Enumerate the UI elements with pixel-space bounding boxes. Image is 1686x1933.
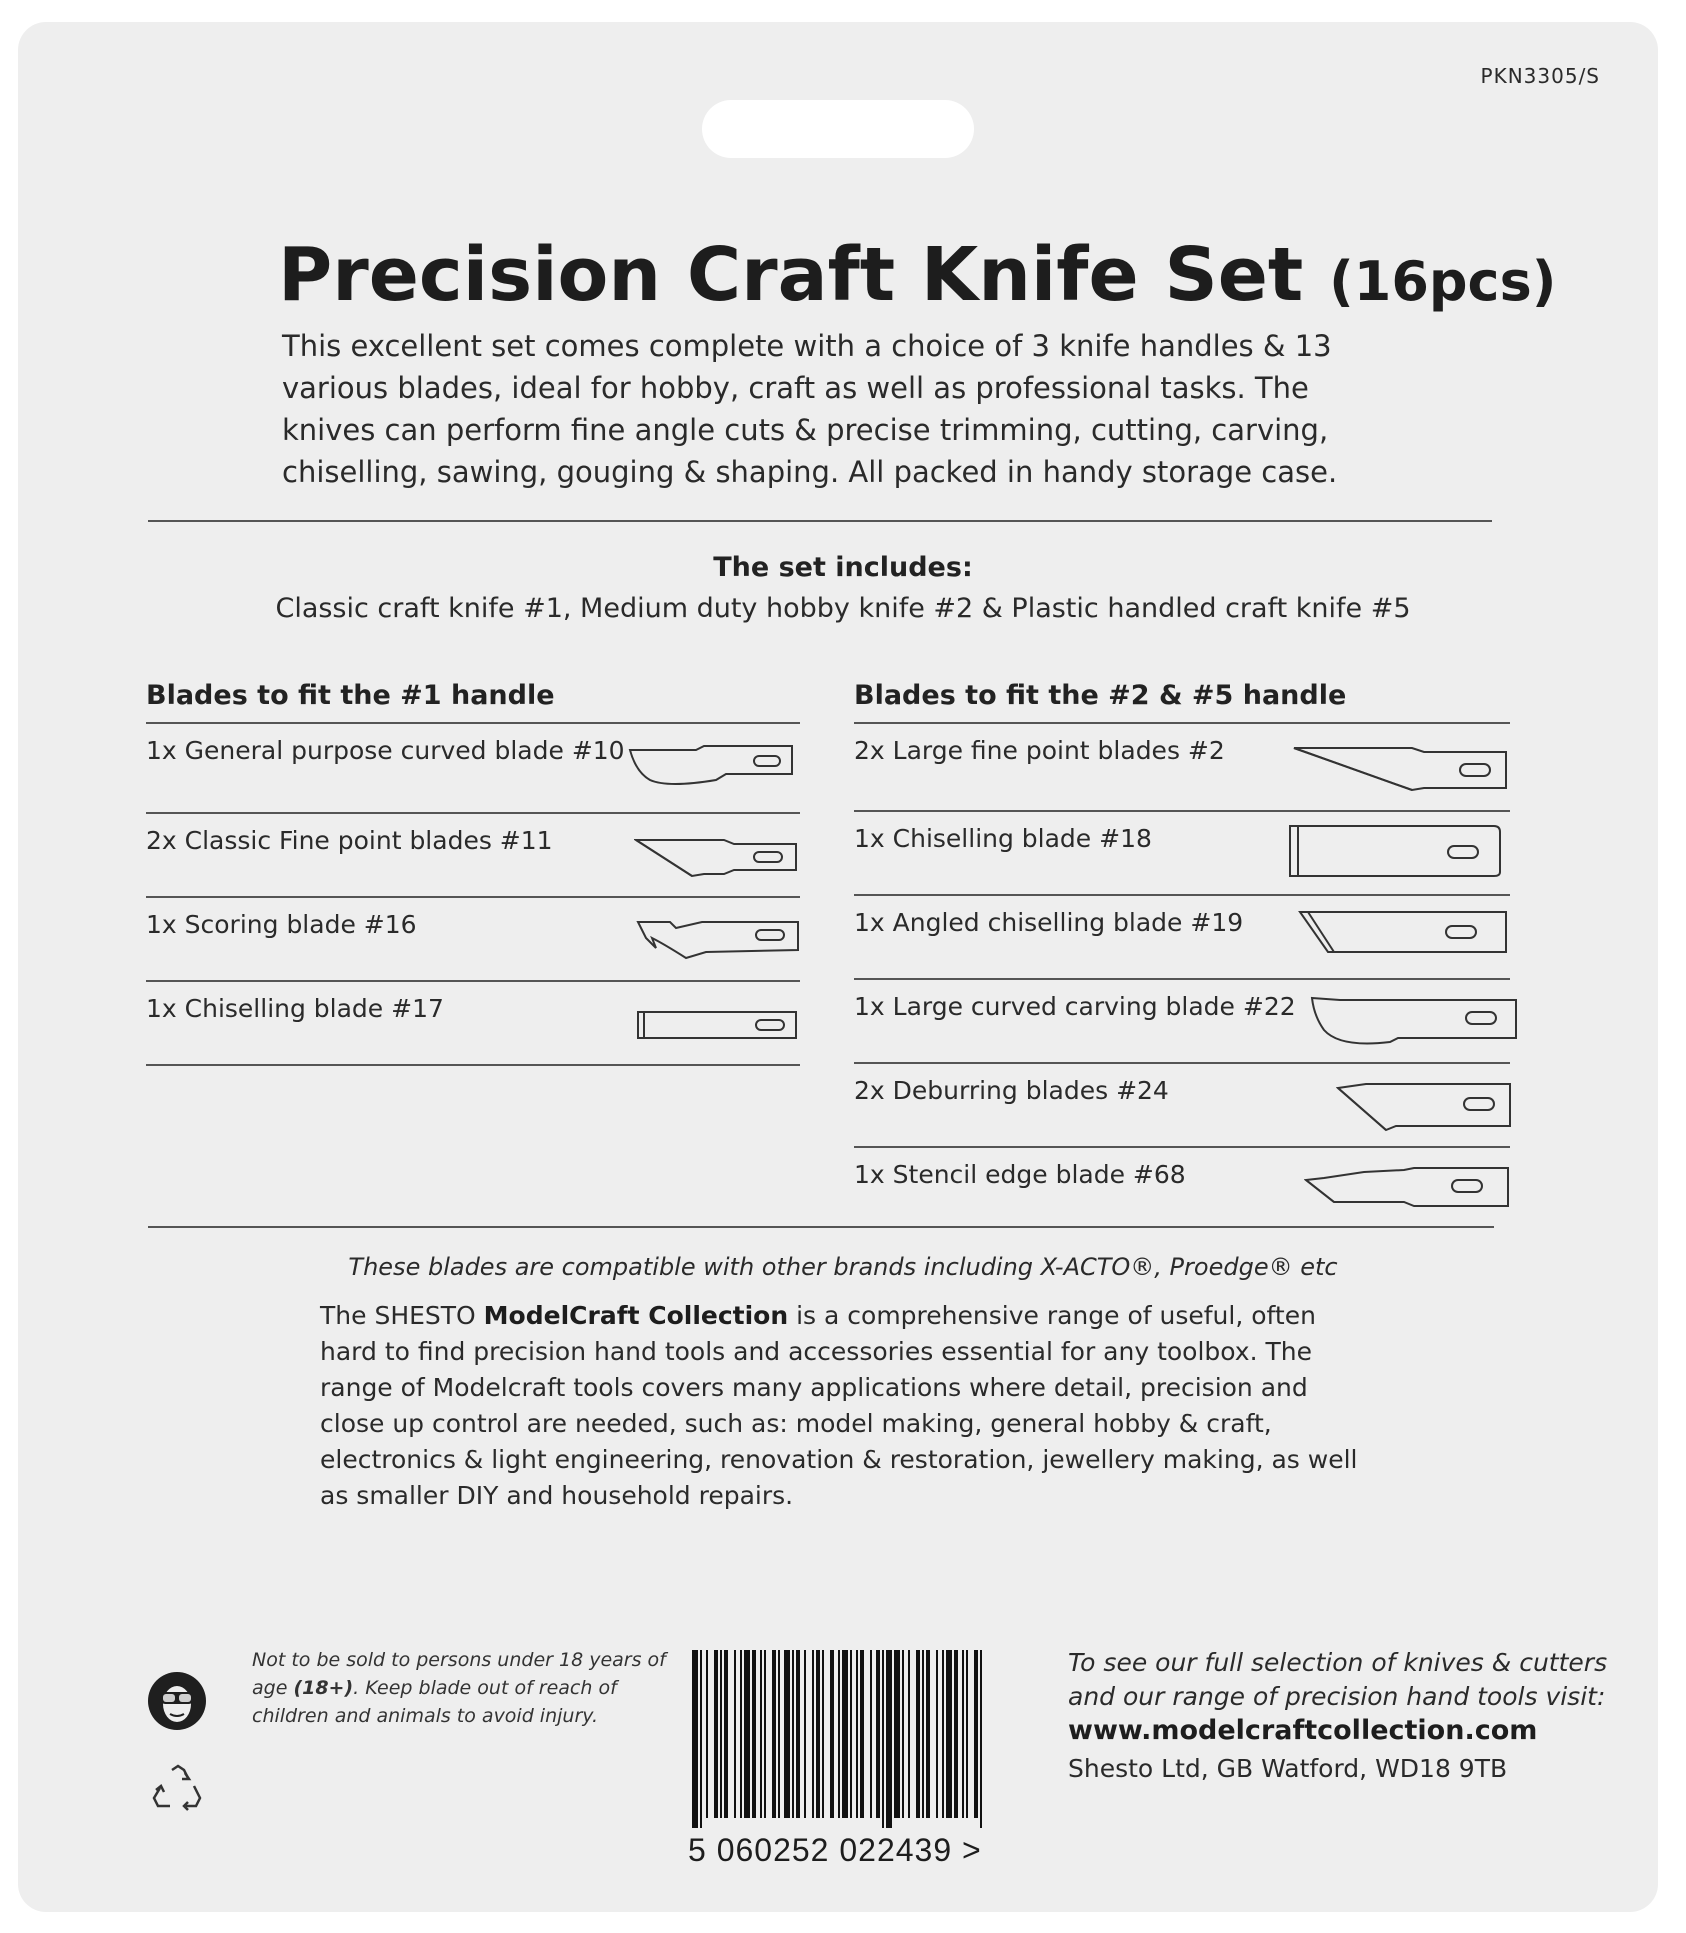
about-prefix: The SHESTO (320, 1301, 484, 1330)
visit-info (1068, 1646, 1608, 1786)
age-limit: (18+) (293, 1677, 354, 1699)
barcode-bar (740, 1650, 742, 1818)
intro-paragraph (282, 325, 1422, 493)
barcode-bar (714, 1650, 718, 1818)
blade-label: 2x Classic Fine point blades #11 (146, 826, 553, 855)
barcode-bar (838, 1650, 840, 1818)
large-fine-point-blade-icon (1292, 744, 1512, 794)
barcode-bar (796, 1650, 800, 1818)
divider (148, 1226, 1494, 1228)
barcode-bar (946, 1650, 952, 1818)
barcode-bar (764, 1650, 766, 1818)
brand-name: ModelCraft Collection (483, 1301, 789, 1330)
blade-label: 2x Deburring blades #24 (854, 1076, 1169, 1105)
barcode-bar (974, 1650, 978, 1818)
barcode-bar (962, 1650, 964, 1818)
barcode-bar (700, 1650, 702, 1828)
title-count: (16pcs) (1329, 250, 1557, 313)
barcode-bar (902, 1650, 904, 1818)
barcode-bar (720, 1650, 722, 1818)
handle2-blade-list (854, 724, 1510, 1228)
barcode-bar (822, 1650, 824, 1818)
visit-line: and our range of precision hand tools visit: (1068, 1682, 1606, 1711)
blade-label: 1x Large curved carving blade #22 (854, 992, 1296, 1021)
product-code: PKN3305/S (1480, 64, 1600, 88)
barcode-bar (870, 1650, 872, 1818)
barcode-bar (804, 1650, 806, 1818)
about-paragraph (320, 1298, 1370, 1514)
barcode-bar (942, 1650, 944, 1818)
product-title (278, 232, 1556, 318)
barcode-bar (842, 1650, 848, 1818)
age-warning (252, 1646, 682, 1730)
website-link[interactable]: www.modelcraftcollection.com (1068, 1715, 1538, 1746)
barcode-bar (966, 1650, 968, 1818)
handle1-heading: Blades to fit the #1 handle (146, 680, 555, 711)
blade-label: 1x Stencil edge blade #68 (854, 1160, 1186, 1189)
intro-line: chiselling, sawing, gouging & shaping. All packed in handy storage case. (282, 455, 1338, 489)
blade-label: 1x Scoring blade #16 (146, 910, 417, 939)
blade-label: 1x General purpose curved blade #10 (146, 736, 625, 765)
blade-row (146, 724, 800, 814)
barcode-bar (936, 1650, 938, 1818)
blade-row (146, 898, 800, 982)
blade-row (854, 980, 1510, 1064)
visit-line: To see our full selection of knives & cutters (1068, 1648, 1608, 1677)
chisel-blade-icon (636, 1010, 800, 1044)
blade-row (146, 814, 800, 898)
blade-row (854, 724, 1510, 812)
warning-text: . Keep blade out of reach of children and animals to avoid injury. (252, 1677, 617, 1727)
intro-line: various blades, ideal for hobby, craft as well as professional tasks. The (282, 371, 1309, 405)
barcode-bar (778, 1650, 780, 1818)
barcode-bar (760, 1650, 762, 1818)
scoring-blade-icon (636, 918, 800, 962)
barcode-bar (744, 1650, 750, 1818)
wide-chisel-blade-icon (1288, 822, 1506, 882)
blade-label: 1x Chiselling blade #18 (854, 824, 1152, 853)
barcode-bar (980, 1650, 982, 1828)
barcode-bar (850, 1650, 852, 1818)
barcode-bar (706, 1650, 708, 1818)
blade-label: 2x Large fine point blades #2 (854, 736, 1225, 765)
barcode-bar (954, 1650, 958, 1818)
barcode-bar (724, 1650, 728, 1818)
blade-row (854, 1064, 1510, 1148)
blade-label: 1x Chiselling blade #17 (146, 994, 444, 1023)
blade-row (854, 1148, 1510, 1228)
blade-label: 1x Angled chiselling blade #19 (854, 908, 1244, 937)
handle2-heading: Blades to fit the #2 & #5 handle (854, 680, 1347, 711)
curved-blade-icon (628, 744, 798, 788)
barcode-bar (876, 1650, 880, 1818)
barcode-bar (830, 1650, 834, 1818)
stencil-blade-icon (1304, 1166, 1514, 1216)
recycle-icon (152, 1764, 204, 1814)
barcode-bar (886, 1650, 892, 1828)
barcode-digits: 5 060252 022439 > (688, 1832, 982, 1868)
includes-heading: The set includes: (713, 552, 973, 583)
barcode-bar (922, 1650, 924, 1818)
blade-row (854, 896, 1510, 980)
barcode-bar (916, 1650, 920, 1818)
goggles-face-icon (146, 1670, 208, 1732)
blade-row (854, 812, 1510, 896)
barcode-bar (908, 1650, 910, 1818)
barcode-bar (734, 1650, 736, 1818)
barcode-bar (784, 1650, 790, 1818)
barcode-bar (792, 1650, 794, 1818)
barcode-bar (856, 1650, 858, 1818)
company-address: Shesto Ltd, GB Watford, WD18 9TB (1068, 1754, 1508, 1783)
barcode-bar (692, 1650, 698, 1828)
about-body: is a comprehensive range of useful, often hard to find precision hand tools and accessories essential for any toolbox. The range of Modelcraft tools covers many applications where detail, precision and close up control are needed, such as: model making, general hobby & craft, electronics & light engineering, renovation & restoration, jewellery making, as well as smaller DIY and household repairs. (320, 1301, 1358, 1510)
barcode-bar (860, 1650, 864, 1818)
divider (148, 520, 1492, 522)
title-main: Precision Craft Knife Set (278, 232, 1304, 318)
fine-point-blade-icon (634, 836, 798, 880)
warning-text: Not to be sold to persons under 18 years of age (252, 1649, 666, 1699)
curved-carving-blade-icon (1310, 994, 1522, 1054)
angled-chisel-blade-icon (1298, 908, 1512, 958)
includes-text: Classic craft knife #1, Medium duty hobby knife #2 & Plastic handled craft knife #5 (275, 593, 1411, 624)
intro-line: knives can perform fine angle cuts & precise trimming, cutting, carving, (282, 413, 1329, 447)
compatibility-note: These blades are compatible with other brands including X-ACTO®, Proedge® etc (348, 1253, 1338, 1281)
barcode-bar (812, 1650, 814, 1818)
barcode-bar (816, 1650, 820, 1818)
hanger-slot (702, 100, 974, 158)
barcode (690, 1650, 990, 1830)
barcode-bar (894, 1650, 900, 1818)
deburring-blade-icon (1336, 1080, 1516, 1136)
barcode-bar (772, 1650, 776, 1818)
intro-line: This excellent set comes complete with a choice of 3 knife handles & 13 (282, 329, 1332, 363)
barcode-bar (882, 1650, 884, 1828)
blade-row (146, 982, 800, 1066)
barcode-bar (752, 1650, 756, 1818)
handle1-blade-list (146, 724, 800, 1066)
barcode-bar (926, 1650, 930, 1818)
